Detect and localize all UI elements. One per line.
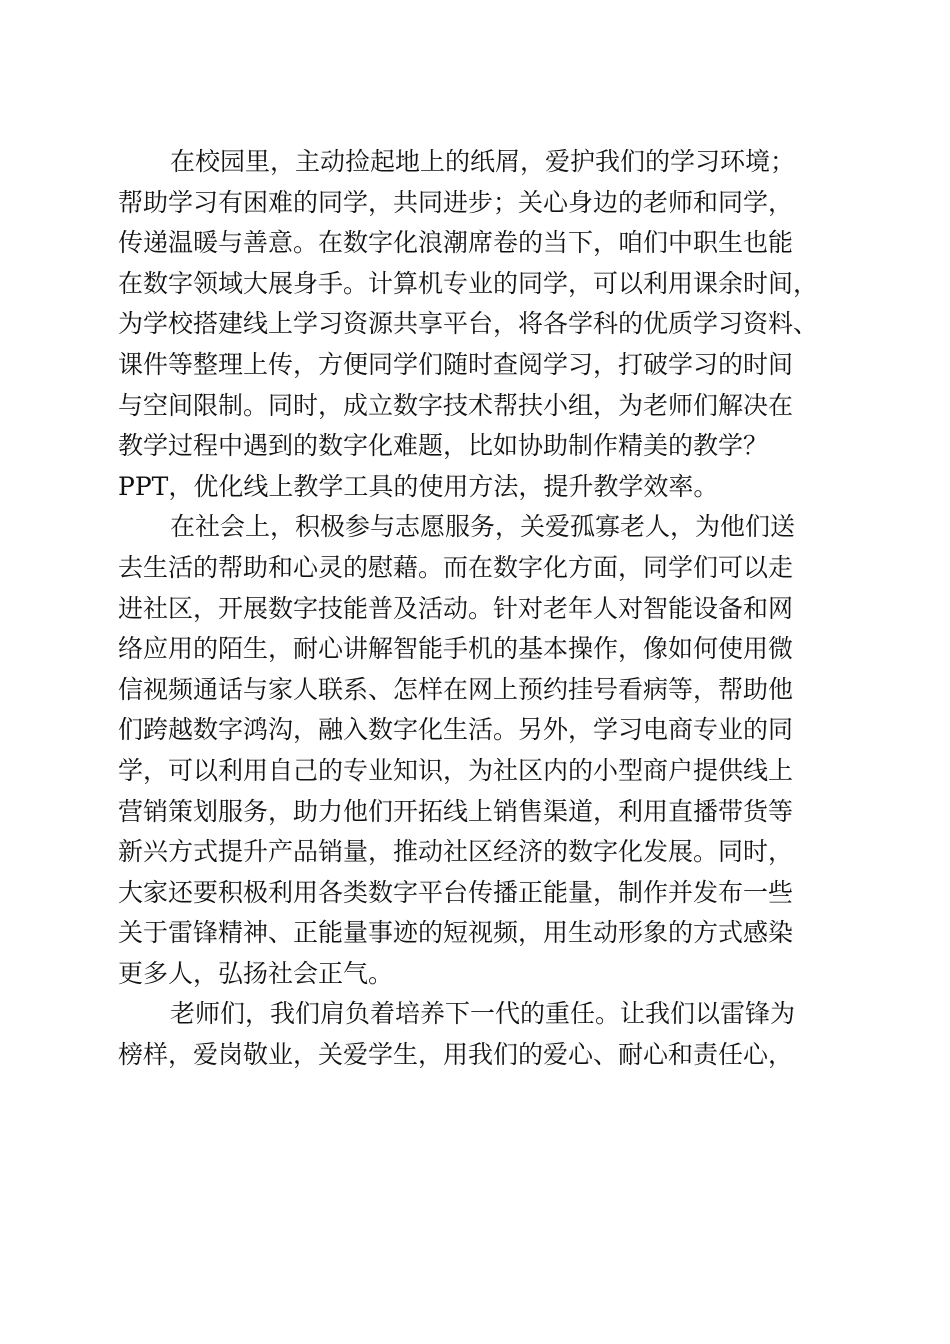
paragraph-line: 进社区，开展数字技能普及活动。针对老年人对智能设备和网 (118, 593, 794, 623)
document-body (118, 142, 848, 1076)
paragraph-campus (118, 142, 848, 507)
paragraph-line: 学，可以利用自己的专业知识，为社区内的小型商户提供线上 (118, 755, 794, 785)
paragraph-line: 关于雷锋精神、正能量事迹的短视频，用生动形象的方式感染 (118, 918, 794, 948)
paragraph-line: 们跨越数字鸿沟，融入数字化生活。另外，学习电商专业的同 (118, 715, 794, 745)
paragraph-line: 大家还要积极利用各类数字平台传播正能量，制作并发布一些 (118, 877, 794, 907)
paragraph-line: 营销策划服务，助力他们开拓线上销售渠道，利用直播带货等 (118, 796, 794, 826)
paragraph-line: 去生活的帮助和心灵的慰藉。而在数字化方面，同学们可以走 (118, 552, 794, 582)
paragraph-teachers (118, 994, 848, 1075)
paragraph-line: 更多人，弘扬社会正气。 (118, 958, 394, 988)
paragraph-line: 新兴方式提升产品销量，推动社区经济的数字化发展。同时， (118, 837, 794, 867)
paragraph-line: 在社会上，积极参与志愿服务，关爱孤寡老人，为他们送 (170, 512, 796, 542)
paragraph-line: 在校园里，主动捡起地上的纸屑，爱护我们的学习环境； (170, 147, 796, 176)
paragraph-line: 络应用的陌生，耐心讲解智能手机的基本操作，像如何使用微 (118, 634, 794, 664)
paragraph-line: 教学过程中遇到的数字化难题，比如协助制作精美的教学？ (118, 431, 769, 461)
paragraph-line: 为学校搭建线上学习资源共享平台，将各学科的优质学习资料、 (118, 309, 819, 339)
paragraph-society (118, 507, 848, 994)
paragraph-line: 榜样，爱岗敬业，关爱学生，用我们的爱心、耐心和责任心， (118, 1040, 794, 1070)
paragraph-line: 与空间限制。同时，成立数字技术帮扶小组，为老师们解决在 (118, 390, 794, 420)
paragraph-line: 课件等整理上传，方便同学们随时查阅学习，打破学习的时间 (118, 349, 794, 379)
paragraph-line: PPT，优化线上教学工具的使用方法，提升教学效率。 (118, 471, 719, 501)
paragraph-line: 信视频通话与家人联系、怎样在网上预约挂号看病等，帮助他 (118, 674, 794, 704)
paragraph-line: 帮助学习有困难的同学，共同进步；关心身边的老师和同学， (118, 187, 794, 217)
paragraph-line: 在数字领域大展身手。计算机专业的同学，可以利用课余时间， (118, 268, 819, 298)
paragraph-line: 传递温暖与善意。在数字化浪潮席卷的当下，咱们中职生也能 (118, 228, 794, 258)
paragraph-line: 老师们，我们肩负着培养下一代的重任。让我们以雷锋为 (170, 999, 796, 1029)
